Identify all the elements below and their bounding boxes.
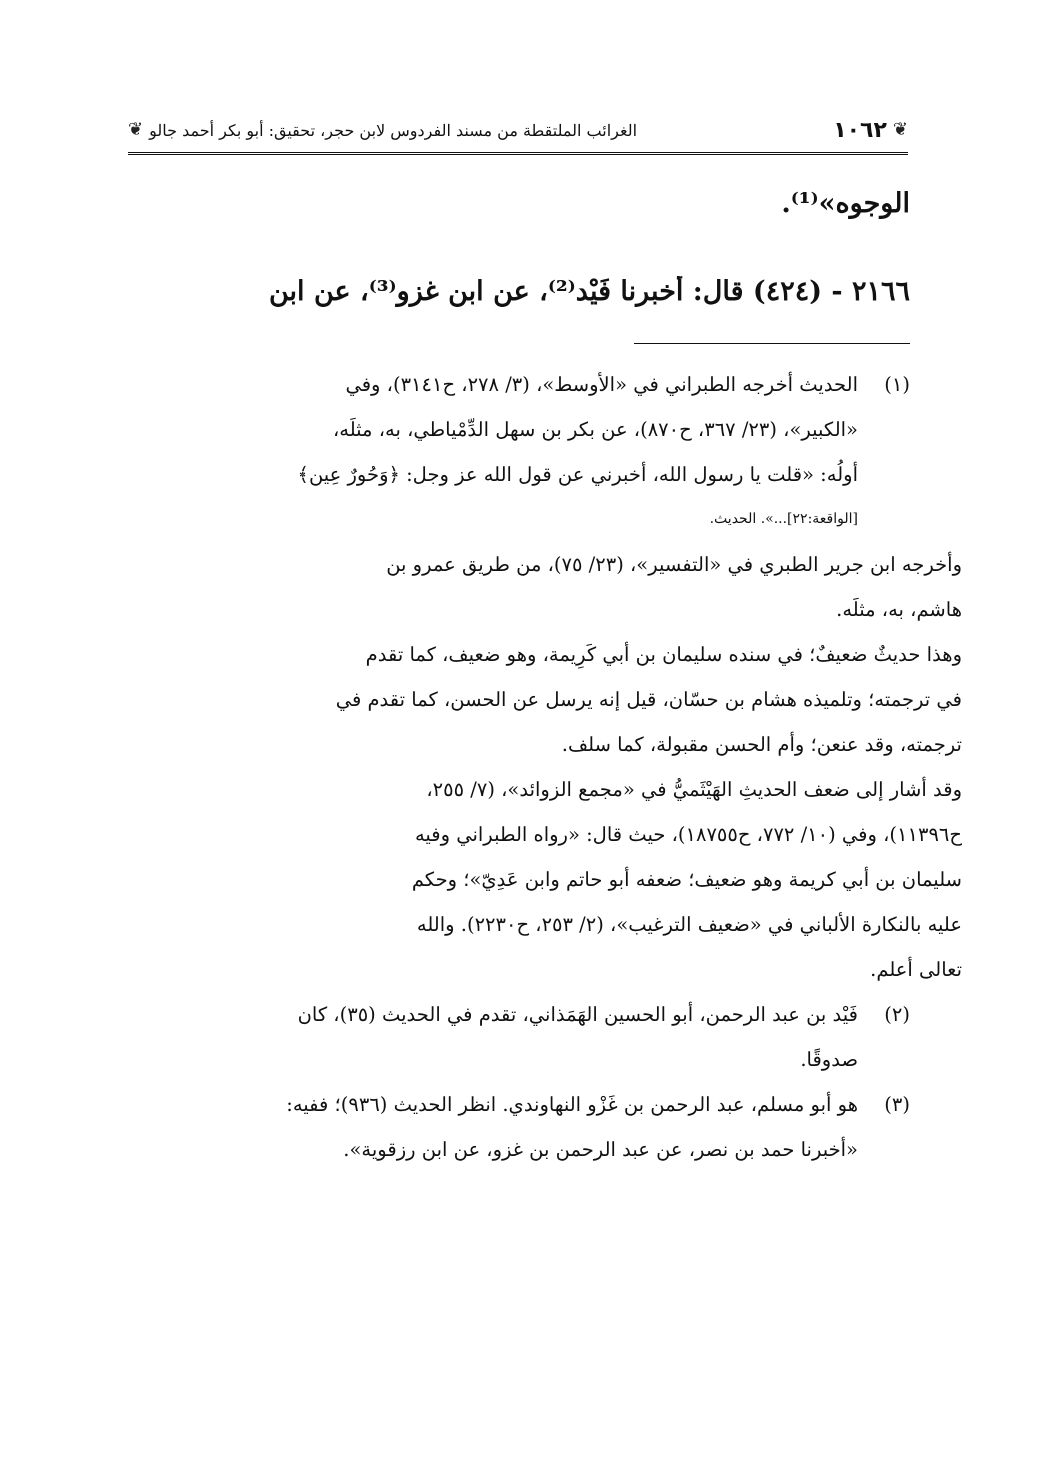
footnote-line: «الكبير»، (٢٣/ ٣٦٧، ح٨٧٠)، عن بكر بن سهل الدِّمْياطي، به، مثلَه،	[332, 418, 858, 441]
footnote-line: وقد أشار إلى ضعف الحديثِ الهَيْثَميُّ في «مجمع الزوائد»، (٧/ ٢٥٥،	[426, 778, 962, 801]
header-divider	[128, 152, 908, 155]
footnote-1	[125, 362, 910, 542]
footnote-line: «أخبرنا حمد بن نصر، عن عبد الرحمن بن غزو، عن ابن رزقوية».	[343, 1138, 858, 1161]
footnote-line: هو أبو مسلم، عبد الرحمن بن غَزْو النهاوندي. انظر الحديث (٩٣٦)؛ ففيه:	[286, 1093, 858, 1116]
footnote-line: سليمان بن أبي كريمة وهو ضعيف؛ ضعفه أبو حاتم وابن عَدِيّ»؛ وحكم	[411, 868, 962, 891]
footnote-1-continuation	[125, 542, 962, 992]
floral-ornament-icon: ❦	[128, 119, 144, 140]
hadith-line: ٢١٦٦ - (٤٢٤) قال: أخبرنا فَيْد⁽²⁾، عن ابن غزو⁽³⁾، عن ابن	[268, 276, 910, 307]
header-title-block	[128, 121, 637, 140]
footnote-3	[125, 1082, 910, 1172]
footnote-line: [الواقعة:٢٢]...». الحديث.	[709, 511, 858, 527]
footnote-line: عليه بالنكارة الألباني في «ضعيف الترغيب»، (٢/ ٢٥٣، ح٢٢٣٠). والله	[416, 913, 962, 936]
page-number: ١٠٦٢	[833, 117, 887, 143]
footnote-2	[125, 992, 910, 1082]
footnote-number: (١)	[884, 373, 910, 396]
header-title: الغرائب الملتقطة من مسند الفردوس لابن حجر، تحقيق: أبو بكر أحمد جالو	[149, 120, 638, 140]
running-header	[128, 108, 908, 152]
footnote-body	[125, 1082, 858, 1172]
page-number-block	[833, 118, 908, 143]
footnote-number: (٢)	[884, 1003, 910, 1026]
footnotes	[125, 362, 962, 1172]
footnote-number: (٣)	[884, 1093, 910, 1116]
footnote-line: صدوقًا.	[800, 1048, 858, 1071]
continuation-text: الوجوه»⁽¹⁾.	[781, 188, 910, 219]
footnote-line: ترجمته، وقد عنعن؛ وأم الحسن مقبولة، كما سلف.	[561, 733, 962, 756]
footnote-line: الحديث أخرجه الطبراني في «الأوسط»، (٣/ ٢٧٨، ح٣١٤١)، وفي	[345, 373, 858, 396]
footnote-line: هاشم، به، مثلَه.	[836, 598, 962, 621]
footnote-line: وهذا حديثٌ ضعيفٌ؛ في سنده سليمان بن أبي كَرِيمة، وهو ضعيف، كما تقدم	[365, 643, 962, 666]
footnote-line: أولُه: «قلت يا رسول الله، أخبرني عن قول الله عز وجل: ﴿وَحُورٌ عِين﴾	[297, 463, 858, 486]
footnote-line: في ترجمته؛ وتلميذه هشام بن حسّان، قيل إنه يرسل عن الحسن، كما تقدم في	[335, 688, 962, 711]
footnote-line: وأخرجه ابن جرير الطبري في «التفسير»، (٢٣/ ٧٥)، من طريق عمرو بن	[386, 553, 962, 576]
footnote-divider	[634, 343, 910, 344]
footnote-line: ح١١٣٩٦)، وفي (١٠/ ٧٧٢، ح١٨٧٥٥)، حيث قال: «رواه الطبراني وفيه	[414, 823, 962, 846]
footnote-body	[125, 362, 858, 542]
footnote-body	[125, 992, 858, 1082]
footnote-line: تعالى أعلم.	[870, 958, 962, 981]
footnote-line: فَيْد بن عبد الرحمن، أبو الحسين الهَمَذاني، تقدم في الحديث (٣٥)، كان	[297, 1003, 858, 1026]
floral-ornament-icon: ❦	[892, 119, 908, 140]
